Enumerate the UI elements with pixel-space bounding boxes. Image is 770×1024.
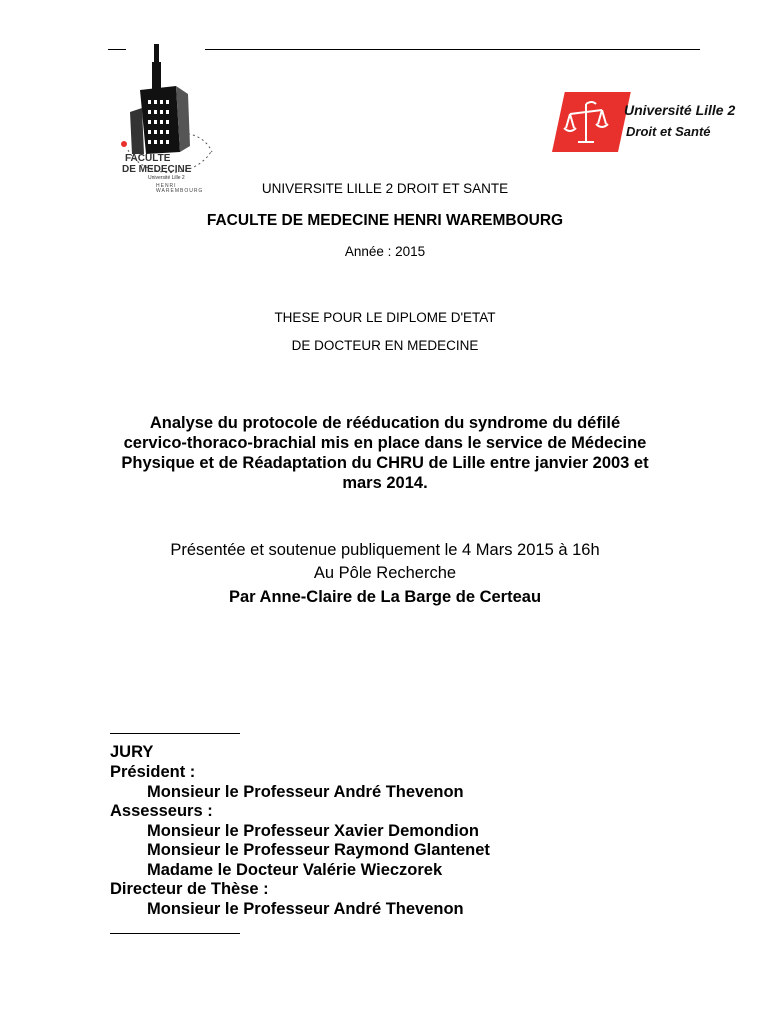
faculty-name: FACULTE DE MEDECINE HENRI WAREMBOURG xyxy=(206,212,564,229)
presentation-location: Au Pôle Recherche xyxy=(313,564,457,582)
director-label: Directeur de Thèse : xyxy=(110,880,269,898)
jury-heading: JURY xyxy=(110,743,154,761)
thesis-type-line2: DE DOCTEUR EN MEDECINE xyxy=(291,338,479,353)
faculty-logo-line3: Université Lille 2 xyxy=(148,175,185,181)
faculty-logo xyxy=(108,42,220,192)
presentation-date: Présentée et soutenue publiquement le 4 Mars 2015 à 16h xyxy=(170,541,600,559)
assessor-name: Madame le Docteur Valérie Wieczorek xyxy=(147,861,443,879)
president-name: Monsieur le Professeur André Thevenon xyxy=(147,783,464,801)
university-name: UNIVERSITE LILLE 2 DROIT ET SANTE xyxy=(261,181,509,196)
university-logo-line2: Droit et Santé xyxy=(626,124,711,139)
faculty-logo-line2: DE MEDECINE xyxy=(122,164,192,175)
university-logo-line1: Université Lille 2 xyxy=(624,102,736,118)
thesis-type-line1: THESE POUR LE DIPLOME D'ETAT xyxy=(274,310,496,325)
president-label: Président : xyxy=(110,763,196,781)
thesis-title-line: mars 2014. xyxy=(342,474,428,492)
top-rule-long xyxy=(205,49,700,50)
jury-rule-top xyxy=(110,733,240,734)
author-name: Par Anne-Claire de La Barge de Certeau xyxy=(228,588,542,606)
university-logo xyxy=(544,92,734,154)
thesis-title-line: Physique et de Réadaptation du CHRU de Lille entre janvier 2003 et xyxy=(121,454,649,472)
scales-of-justice-icon xyxy=(556,94,616,152)
assessors-label: Assesseurs : xyxy=(110,802,213,820)
thesis-title-line: Analyse du protocole de rééducation du syndrome du défilé xyxy=(149,414,621,432)
jury-rule-bottom xyxy=(110,933,240,934)
thesis-title-line: cervico-thoraco-brachial mis en place dans le service de Médecine xyxy=(123,434,647,452)
director-name: Monsieur le Professeur André Thevenon xyxy=(147,900,464,918)
faculty-logo-line1: FACULTE xyxy=(125,153,171,164)
assessor-name: Monsieur le Professeur Xavier Demondion xyxy=(147,822,479,840)
assessor-name: Monsieur le Professeur Raymond Glantenet xyxy=(147,841,490,859)
thesis-title xyxy=(100,413,670,493)
faculty-logo-ring-text: HENRI WAREMBOURG xyxy=(156,183,204,194)
academic-year: Année : 2015 xyxy=(344,244,426,259)
